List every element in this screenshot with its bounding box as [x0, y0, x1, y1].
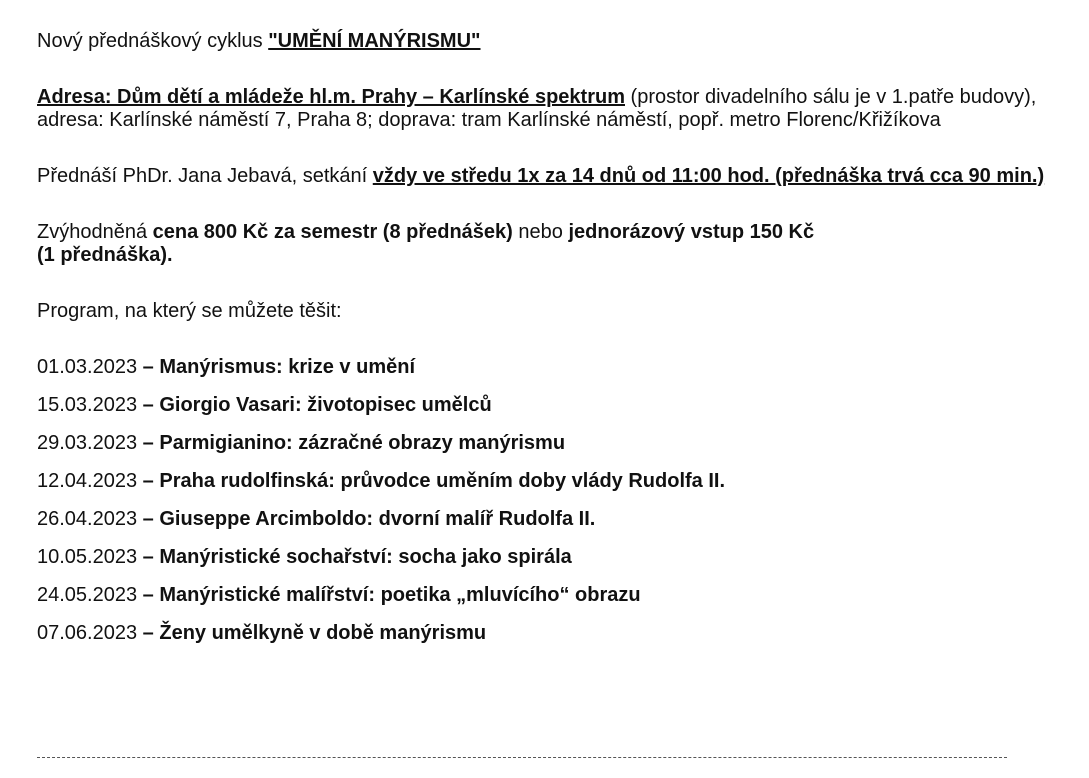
program-item — [37, 432, 1067, 470]
program-topic: – Praha rudolfinská: průvodce uměním doby vlády Rudolfa II. — [142, 470, 726, 492]
program-topic: – Manýrismus: krize v umění — [142, 356, 415, 378]
program-item — [37, 546, 1067, 584]
schedule-info: vždy ve středu 1x za 14 dnů od 11:00 hod. (přednáška trvá cca 90 min.) — [372, 165, 1045, 187]
program-item — [37, 622, 1067, 660]
program-item — [37, 356, 1067, 394]
address-paragraph — [37, 86, 1067, 132]
address-label: Adresa: Dům dětí a mládeže hl.m. Prahy – Karlínské spektrum — [37, 86, 625, 108]
program-date: 10.05.2023 — [37, 546, 138, 568]
program-item — [37, 584, 1067, 622]
program-list — [37, 356, 1067, 660]
document-body — [37, 30, 1067, 660]
single-entry-note: (1 přednáška). — [37, 244, 173, 266]
lecturer-paragraph — [37, 165, 1067, 188]
program-date: 26.04.2023 — [37, 508, 138, 530]
program-date: 12.04.2023 — [37, 470, 138, 492]
program-date: 24.05.2023 — [37, 584, 138, 606]
series-name: "UMĚNÍ MANÝRISMU" — [268, 30, 481, 52]
price-prefix: Zvýhodněná — [37, 221, 153, 243]
program-date: 07.06.2023 — [37, 622, 138, 644]
address-details: (prostor divadelního sálu je v 1.patře budovy), adresa: Karlínské náměstí 7, Praha 8; doprava: tram Karlínské náměstí, popř. metro Florenc/Křižíkova — [37, 86, 1037, 131]
program-item — [37, 508, 1067, 546]
program-topic: – Giuseppe Arcimboldo: dvorní malíř Rudolfa II. — [142, 508, 596, 530]
program-date: 29.03.2023 — [37, 432, 138, 454]
lecturer-prefix: Přednáší PhDr. Jana Jebavá, setkání — [37, 165, 373, 187]
program-item — [37, 394, 1067, 432]
program-item — [37, 470, 1067, 508]
program-date: 15.03.2023 — [37, 394, 138, 416]
title-prefix: Nový přednáškový cyklus — [37, 30, 269, 52]
program-date: 01.03.2023 — [37, 356, 138, 378]
program-intro: Program, na který se můžete těšit: — [37, 300, 342, 322]
price-paragraph — [37, 221, 1067, 267]
price-connector: nebo — [512, 221, 569, 243]
program-topic: – Ženy umělkyně v době manýrismu — [142, 622, 487, 644]
program-topic: – Giorgio Vasari: životopisec umělců — [142, 394, 492, 416]
program-topic: – Manýristické sochařství: socha jako spirála — [142, 546, 572, 568]
single-entry-price: jednorázový vstup 150 Kč — [568, 221, 815, 243]
semester-price: cena 800 Kč za semestr (8 přednášek) — [152, 221, 513, 243]
program-topic: – Manýristické malířství: poetika „mluvícího“ obrazu — [142, 584, 641, 606]
separator-line — [37, 757, 1007, 758]
series-title — [37, 30, 1067, 53]
program-topic: – Parmigianino: zázračné obrazy manýrismu — [142, 432, 566, 454]
